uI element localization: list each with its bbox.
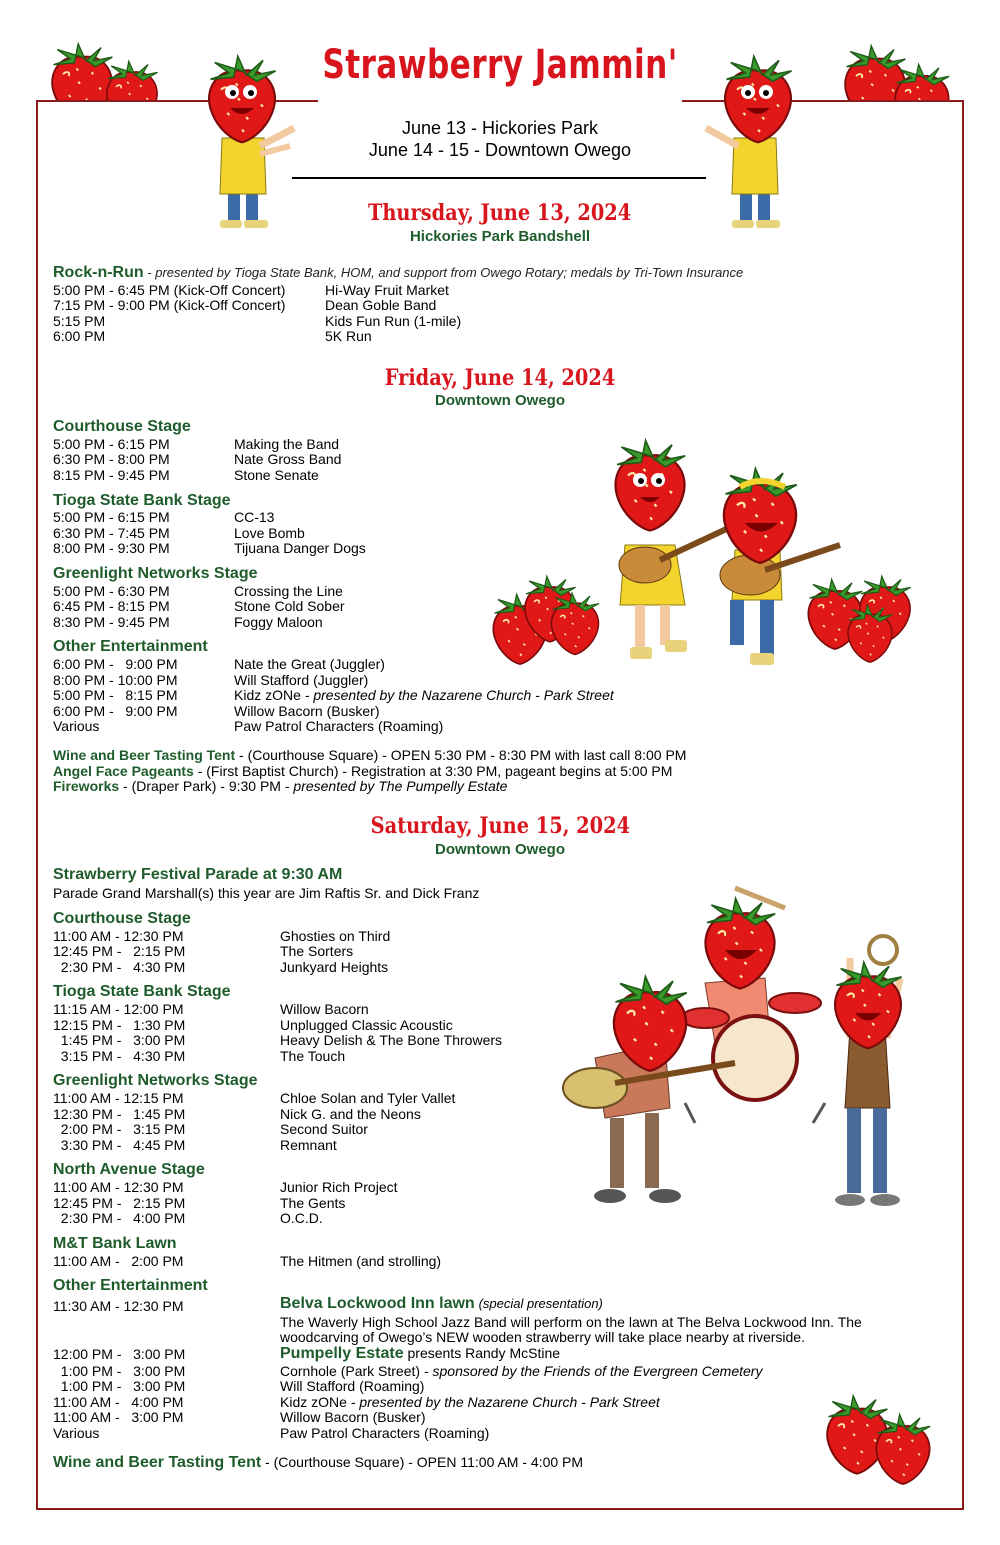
parade-heading: Strawberry Festival Parade at 9:30 AM [53, 866, 343, 883]
saturday-mt-bank-lawn-heading: M&T Bank Lawn [53, 1235, 177, 1252]
saturday-greenlight-stage-heading: Greenlight Networks Stage [53, 1072, 258, 1089]
parade-note: Parade Grand Marshall(s) this year are Jim Raftis Sr. and Dick Franz [53, 885, 480, 901]
friday-info-line: Angel Face Pageants - (First Baptist Church) - Registration at 3:30 PM, pageant begins at 5:00 PM [53, 763, 673, 779]
thursday-venue: Hickories Park Bandshell [409, 228, 591, 245]
saturday-other-entertainment-heading: Other Entertainment [53, 1277, 208, 1294]
belva-lockwood-description: The Waverly High School Jazz Band will perform on the lawn at The Belva Lockwood Inn. The woodcarving of Owego’s NEW wooden strawberry will take place nearby at riverside. [280, 1314, 862, 1345]
thursday-heading: Thursday, June 13, 2024 [368, 200, 632, 226]
friday-venue: Downtown Owego [435, 392, 565, 409]
friday-courthouse-stage-heading: Courthouse Stage [53, 418, 191, 435]
friday-info-line: Wine and Beer Tasting Tent - (Courthouse Square) - OPEN 5:30 PM - 8:30 PM with last call 8:00 PM [53, 747, 687, 763]
saturday-north-avenue-stage-heading: North Avenue Stage [53, 1161, 205, 1178]
friday-tioga-stage-heading: Tioga State Bank Stage [53, 492, 231, 509]
friday-other-entertainment-heading: Other Entertainment [53, 638, 208, 655]
saturday-heading: Saturday, June 15, 2024 [370, 813, 630, 839]
saturday-venue: Downtown Owego [435, 841, 565, 858]
saturday-courthouse-stage-heading: Courthouse Stage [53, 910, 191, 927]
header-date-line-2: June 14 - 15 - Downtown Owego [368, 140, 632, 160]
friday-greenlight-stage-heading: Greenlight Networks Stage [53, 565, 258, 582]
header-date-line-1: June 13 - Hickories Park [401, 118, 599, 138]
friday-heading: Friday, June 14, 2024 [384, 365, 616, 391]
strawberry-band-illustration [555, 878, 925, 1218]
header-divider [292, 177, 706, 179]
strawberry-guitar-duo-illustration [460, 425, 950, 685]
friday-info-line: Fireworks - (Draper Park) - 9:30 PM - presented by The Pumpelly Estate [53, 778, 508, 794]
rock-n-run-heading: Rock-n-Run - presented by Tioga State Bank, HOM, and support from Owego Rotary; medals by Tri-Town Insurance [53, 264, 744, 281]
saturday-tioga-stage-heading: Tioga State Bank Stage [53, 983, 231, 1000]
strawberry-cluster-bottom-right [815, 1390, 940, 1490]
page-title: Strawberry Jammin' [322, 42, 678, 88]
saturday-wine-tent: Wine and Beer Tasting Tent - (Courthouse Square) - OPEN 11:00 AM - 4:00 PM [53, 1454, 584, 1471]
